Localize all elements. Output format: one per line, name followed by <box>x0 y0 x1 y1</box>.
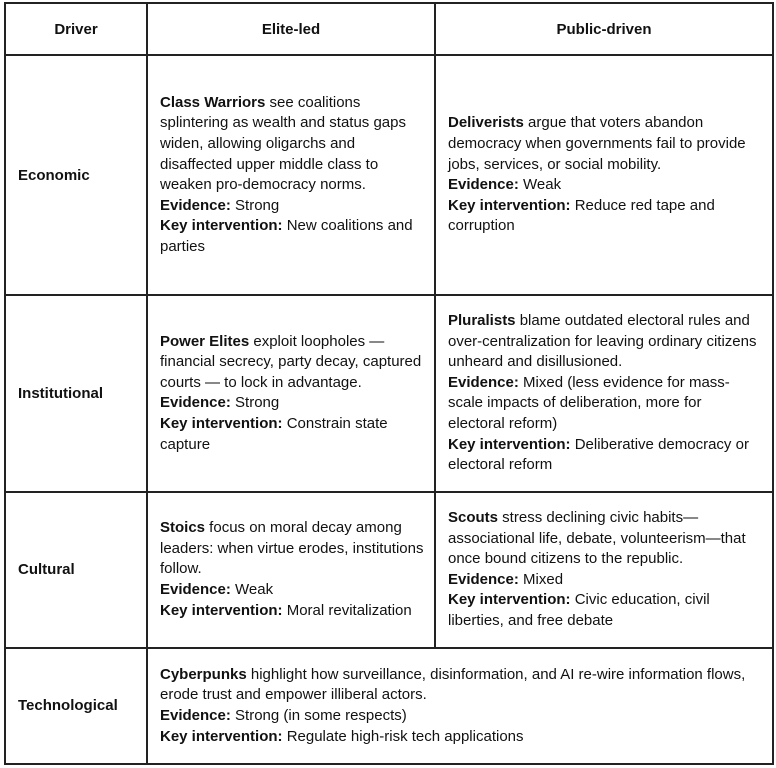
evidence-line <box>160 393 424 414</box>
cell-economic-elite <box>147 55 435 295</box>
evidence-label: Evidence: <box>160 196 231 214</box>
header-public-driven: Public-driven <box>435 3 773 55</box>
evidence-value: Weak <box>518 176 562 194</box>
evidence-label: Evidence: <box>448 570 519 588</box>
intervention-label: Key intervention: <box>160 217 283 235</box>
driver-cultural: Cultural <box>5 492 147 648</box>
header-elite-led: Elite-led <box>147 3 435 55</box>
row-technological <box>5 648 773 764</box>
intervention-line <box>160 216 424 257</box>
description-text: argue that voters abandon democracy when governments fail to provide jobs, services, or social mobility. <box>448 114 746 173</box>
evidence-line <box>160 196 424 217</box>
intervention-value: Constrain state capture <box>160 415 388 453</box>
evidence-value: Strong <box>230 394 280 412</box>
description <box>448 508 762 570</box>
intervention-value: Deliberative democracy or electoral reform <box>448 435 749 474</box>
group-name: Cyberpunks <box>160 665 247 683</box>
intervention-label: Key intervention: <box>448 196 571 214</box>
evidence-line <box>448 175 762 196</box>
intervention-value: New coalitions and parties <box>160 217 413 255</box>
evidence-line <box>160 706 762 727</box>
intervention-line <box>160 601 424 622</box>
evidence-value: Strong (in some respects) <box>230 706 407 724</box>
intervention-value: Reduce red tape and corruption <box>448 196 715 235</box>
description-text: highlight how surveillance, disinformation, and AI re-wire information flows, erode trust and empower illiberal actors. <box>160 665 746 704</box>
drivers-table <box>4 2 774 765</box>
cell-institutional-elite <box>147 295 435 491</box>
intervention-value: Moral revitalization <box>282 601 412 619</box>
intervention-line <box>160 727 762 748</box>
intervention-label: Key intervention: <box>448 435 571 453</box>
evidence-line <box>448 373 762 435</box>
description-text: exploit loopholes — financial secrecy, party decay, captured courts — to lock in advantage. <box>160 332 422 391</box>
intervention-line <box>448 590 762 631</box>
intervention-label: Key intervention: <box>160 601 283 619</box>
intervention-label: Key intervention: <box>160 727 283 745</box>
evidence-line <box>160 580 424 601</box>
description-text: stress declining civic habits—associational life, debate, volunteerism—that once bound citizens to the republic. <box>448 508 746 568</box>
group-name: Power Elites <box>160 332 250 350</box>
row-institutional <box>5 295 773 491</box>
header-row <box>5 3 773 55</box>
row-cultural <box>5 492 773 648</box>
description <box>160 93 424 196</box>
description-text: focus on moral decay among leaders: when virtue erodes, institutions follow. <box>160 519 424 578</box>
evidence-label: Evidence: <box>160 706 231 724</box>
cell-cultural-elite <box>147 492 435 648</box>
cell-cultural-public <box>435 492 773 648</box>
group-name: Class Warriors <box>160 93 266 111</box>
header-driver: Driver <box>5 3 147 55</box>
driver-institutional: Institutional <box>5 295 147 491</box>
description <box>448 113 762 175</box>
description <box>448 311 762 373</box>
row-economic <box>5 55 773 295</box>
evidence-value: Mixed (less evidence for mass-scale impacts of deliberation, more for electoral reform) <box>448 373 730 433</box>
intervention-label: Key intervention: <box>160 415 283 433</box>
description <box>160 518 424 580</box>
evidence-line <box>448 570 762 591</box>
intervention-value: Civic education, civil liberties, and free debate <box>448 591 710 629</box>
intervention-line <box>448 196 762 237</box>
evidence-label: Evidence: <box>448 176 519 194</box>
intervention-value: Regulate high-risk tech applications <box>282 727 524 745</box>
cell-institutional-public <box>435 295 773 491</box>
evidence-label: Evidence: <box>448 373 519 391</box>
evidence-label: Evidence: <box>160 581 231 598</box>
group-name: Stoics <box>160 519 206 537</box>
evidence-value: Mixed <box>518 570 564 588</box>
driver-technological: Technological <box>5 648 147 764</box>
intervention-label: Key intervention: <box>448 591 571 609</box>
evidence-value: Weak <box>230 581 274 598</box>
description <box>160 332 424 394</box>
evidence-label: Evidence: <box>160 394 231 412</box>
group-name: Deliverists <box>448 114 524 132</box>
intervention-line <box>448 435 762 476</box>
description-text: blame outdated electoral rules and over-centralization for leaving ordinary citizens unheard and disillusioned. <box>448 312 757 371</box>
intervention-line <box>160 414 424 455</box>
group-name: Pluralists <box>448 312 516 330</box>
cell-technological-merged <box>147 648 773 764</box>
cell-economic-public <box>435 55 773 295</box>
description <box>160 665 762 706</box>
driver-economic: Economic <box>5 55 147 295</box>
evidence-value: Strong <box>230 196 280 214</box>
description-text: see coalitions splintering as wealth and status gaps widen, allowing oligarchs and disaffected upper middle class to weaken pro-democracy norms. <box>160 93 406 194</box>
group-name: Scouts <box>448 508 499 526</box>
